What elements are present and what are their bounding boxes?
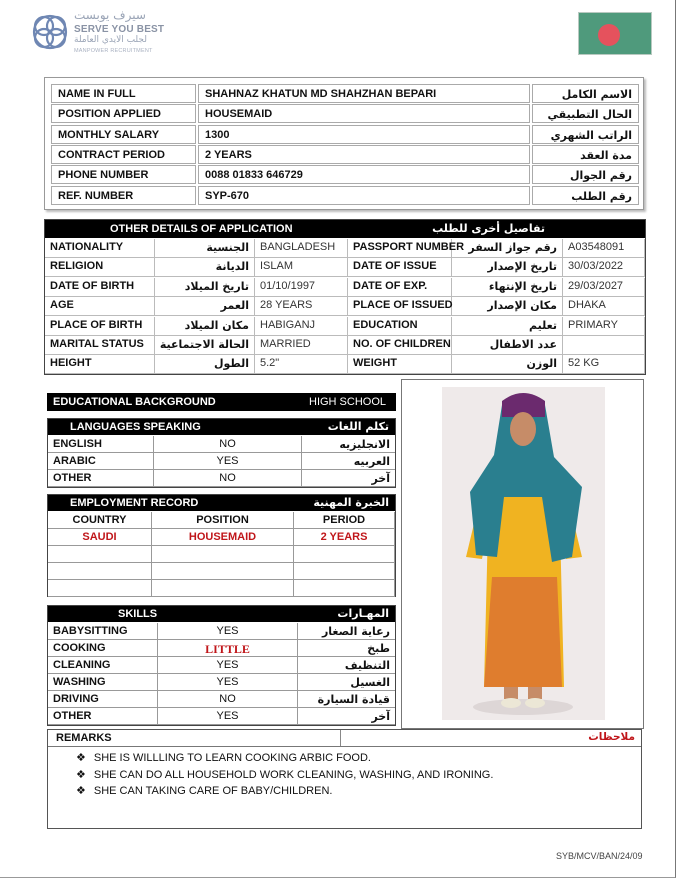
applicant-summary-table <box>44 77 644 210</box>
detail-label: DATE OF BIRTH <box>45 278 155 297</box>
remarks-title: REMARKS <box>56 732 112 744</box>
employment-cell <box>48 563 152 580</box>
summary-label: POSITION APPLIED <box>51 104 196 123</box>
skill-name: CLEANING <box>48 657 158 674</box>
languages-title-ar: تكلم اللغات <box>327 420 389 433</box>
detail-label-ar: تاريخ الإصدار <box>452 258 563 277</box>
language-value: YES <box>154 453 302 470</box>
remark-text: SHE IS WILLLING TO LEARN COOKING ARBIC FOOD. <box>93 752 371 764</box>
detail-value: PRIMARY <box>563 317 645 336</box>
languages-title: LANGUAGES SPEAKING <box>70 421 201 433</box>
employment-cell: SAUDI <box>48 529 152 546</box>
summary-value: 1300 <box>198 125 530 144</box>
employment-title: EMPLOYMENT RECORD <box>70 497 199 509</box>
skills-title-ar: المهـارات <box>337 607 389 620</box>
detail-label-ar: الديانة <box>155 258 255 277</box>
detail-value: DHAKA <box>563 297 645 316</box>
education-label: EDUCATIONAL BACKGROUND <box>53 396 216 408</box>
detail-label-ar: تاريخ الميلاد <box>155 278 255 297</box>
employment-cell <box>152 580 294 597</box>
detail-label: PLACE OF BIRTH <box>45 317 155 336</box>
languages-table <box>47 418 396 488</box>
educational-background-bar <box>47 393 396 411</box>
skill-name-ar: آخر <box>298 708 395 725</box>
skill-level: YES <box>158 708 298 725</box>
summary-label: CONTRACT PERIOD <box>51 145 196 164</box>
remark-text: SHE CAN DO ALL HOUSEHOLD WORK CLEANING, WASHING, AND IRONING. <box>93 768 494 781</box>
detail-label: NO. OF CHILDREN <box>348 336 452 355</box>
detail-label: RELIGION <box>45 258 155 277</box>
language-name-ar: آخر <box>302 470 395 487</box>
skill-name-ar: الغسيل <box>298 674 395 691</box>
document-reference: SYB/MCV/BAN/24/09 <box>556 851 643 861</box>
employment-cell: HOUSEMAID <box>152 529 294 546</box>
summary-label-ar: مدة العقد <box>532 145 639 164</box>
summary-label: PHONE NUMBER <box>51 165 196 184</box>
employment-cell <box>294 546 395 563</box>
bangladesh-flag-icon <box>578 12 652 55</box>
applicant-photo <box>442 387 605 720</box>
skill-level: YES <box>158 657 298 674</box>
skill-level: LITTLE <box>158 640 298 657</box>
detail-value: 29/03/2027 <box>563 278 645 297</box>
language-name-ar: العربيه <box>302 453 395 470</box>
diamond-bullet-icon: ❖ <box>76 768 86 781</box>
detail-value <box>563 336 645 355</box>
applicant-photo-frame <box>401 379 644 729</box>
diamond-bullet-icon: ❖ <box>76 785 86 797</box>
skill-name-ar: التنظيف <box>298 657 395 674</box>
language-name: OTHER <box>48 470 154 487</box>
logo-emblem-icon <box>28 8 72 56</box>
summary-label-ar: رقم الجوال <box>532 165 639 184</box>
detail-value: 5.2" <box>255 355 348 374</box>
employment-cell <box>294 563 395 580</box>
language-value: NO <box>154 436 302 453</box>
skills-title: SKILLS <box>118 608 158 620</box>
company-tagline-en: MANPOWER RECRUITMENT <box>74 48 153 54</box>
summary-row <box>51 165 639 184</box>
detail-value: ISLAM <box>255 258 348 277</box>
summary-row <box>51 104 639 123</box>
skill-name: WASHING <box>48 674 158 691</box>
summary-row <box>51 145 639 164</box>
detail-label-ar: الحالة الاجتماعية <box>155 336 255 355</box>
detail-label: EDUCATION <box>348 317 452 336</box>
remarks-divider <box>340 730 341 746</box>
detail-label-ar: الجنسية <box>155 239 255 258</box>
summary-label-ar: رقم الطلب <box>532 186 639 205</box>
company-tagline-ar: لجلب الايدي العاملة <box>74 35 147 45</box>
employment-cell <box>48 546 152 563</box>
summary-label-ar: الحال التطبيقي <box>532 104 639 123</box>
summary-value: SHAHNAZ KHATUN MD SHAHZHAN BEPARI <box>198 84 530 103</box>
other-details-title-ar: تفاصيل أخرى للطلب <box>432 222 545 235</box>
language-name: ENGLISH <box>48 436 154 453</box>
remarks-title-ar: ملاحظات <box>588 731 635 743</box>
detail-label-ar: مكان الميلاد <box>155 317 255 336</box>
detail-label: DATE OF ISSUE <box>348 258 452 277</box>
employment-record-table <box>47 494 396 597</box>
skills-header <box>48 606 395 622</box>
remark-item <box>76 784 332 797</box>
summary-row <box>51 186 639 205</box>
detail-value: 52 KG <box>563 355 645 374</box>
summary-label-ar: الراتب الشهري <box>532 125 639 144</box>
summary-label: NAME IN FULL <box>51 84 196 103</box>
language-value: NO <box>154 470 302 487</box>
detail-label-ar: الطول <box>155 355 255 374</box>
employment-cell <box>48 580 152 597</box>
summary-row <box>51 125 639 144</box>
employment-cell <box>152 546 294 563</box>
summary-value: HOUSEMAID <box>198 104 530 123</box>
summary-value: 0088 01833 646729 <box>198 165 530 184</box>
detail-label: AGE <box>45 297 155 316</box>
detail-value: HABIGANJ <box>255 317 348 336</box>
other-details-header <box>45 220 645 238</box>
employment-cell: 2 YEARS <box>294 529 395 546</box>
language-name-ar: الانجليزيه <box>302 436 395 453</box>
detail-label-ar: تاريخ الإنتهاء <box>452 278 563 297</box>
employment-column-header: POSITION <box>152 512 294 529</box>
detail-label-ar: عدد الاطفال <box>452 336 563 355</box>
summary-label-ar: الاسم الكامل <box>532 84 639 103</box>
summary-row <box>51 84 639 103</box>
skill-name-ar: طبخ <box>298 640 395 657</box>
detail-label: HEIGHT <box>45 355 155 374</box>
detail-label: MARITAL STATUS <box>45 336 155 355</box>
detail-label-ar: رقم جواز السفر <box>452 239 563 258</box>
remark-item <box>76 751 371 764</box>
languages-header <box>48 419 395 435</box>
employment-column-header: PERIOD <box>294 512 395 529</box>
skill-name-ar: رعاية الصغار <box>298 623 395 640</box>
employment-column-header: COUNTRY <box>48 512 152 529</box>
remark-item <box>76 768 493 781</box>
employment-header <box>48 495 395 511</box>
skill-level: NO <box>158 691 298 708</box>
detail-value: A03548091 <box>563 239 645 258</box>
employment-title-ar: الخبرة المهنية <box>313 496 389 509</box>
skill-level: YES <box>158 623 298 640</box>
summary-value: SYP-670 <box>198 186 530 205</box>
employment-cell <box>152 563 294 580</box>
diamond-bullet-icon: ❖ <box>76 752 86 764</box>
language-name: ARABIC <box>48 453 154 470</box>
summary-value: 2 YEARS <box>198 145 530 164</box>
remarks-header <box>48 730 641 747</box>
skill-level: YES <box>158 674 298 691</box>
detail-value: 28 YEARS <box>255 297 348 316</box>
detail-label: PASSPORT NUMBER <box>348 239 452 258</box>
education-value: HIGH SCHOOL <box>309 396 387 408</box>
skill-name: OTHER <box>48 708 158 725</box>
employment-cell <box>294 580 395 597</box>
skill-name: BABYSITTING <box>48 623 158 640</box>
remarks-section <box>47 729 642 829</box>
company-name-en: SERVE YOU BEST <box>74 24 165 35</box>
skill-name: DRIVING <box>48 691 158 708</box>
company-name-ar: سيرف يوبست <box>74 8 146 22</box>
skill-name-ar: قيادة السيارة <box>298 691 395 708</box>
detail-label: DATE OF EXP. <box>348 278 452 297</box>
detail-value: MARRIED <box>255 336 348 355</box>
other-details-table <box>44 219 646 375</box>
detail-value: 01/10/1997 <box>255 278 348 297</box>
applicant-photo-illustration <box>442 387 605 720</box>
detail-label-ar: الوزن <box>452 355 563 374</box>
detail-label: WEIGHT <box>348 355 452 374</box>
detail-label: NATIONALITY <box>45 239 155 258</box>
detail-value: 30/03/2022 <box>563 258 645 277</box>
other-details-title: OTHER DETAILS OF APPLICATION <box>110 223 293 235</box>
summary-label: REF. NUMBER <box>51 186 196 205</box>
detail-value: BANGLADESH <box>255 239 348 258</box>
detail-label-ar: العمر <box>155 297 255 316</box>
detail-label: PLACE OF ISSUED <box>348 297 452 316</box>
summary-label: MONTHLY SALARY <box>51 125 196 144</box>
detail-label-ar: مكان الإصدار <box>452 297 563 316</box>
skills-table <box>47 605 396 726</box>
remark-text: SHE CAN TAKING CARE OF BABY/CHILDREN. <box>93 785 333 797</box>
detail-label-ar: تعليم <box>452 317 563 336</box>
skill-name: COOKING <box>48 640 158 657</box>
